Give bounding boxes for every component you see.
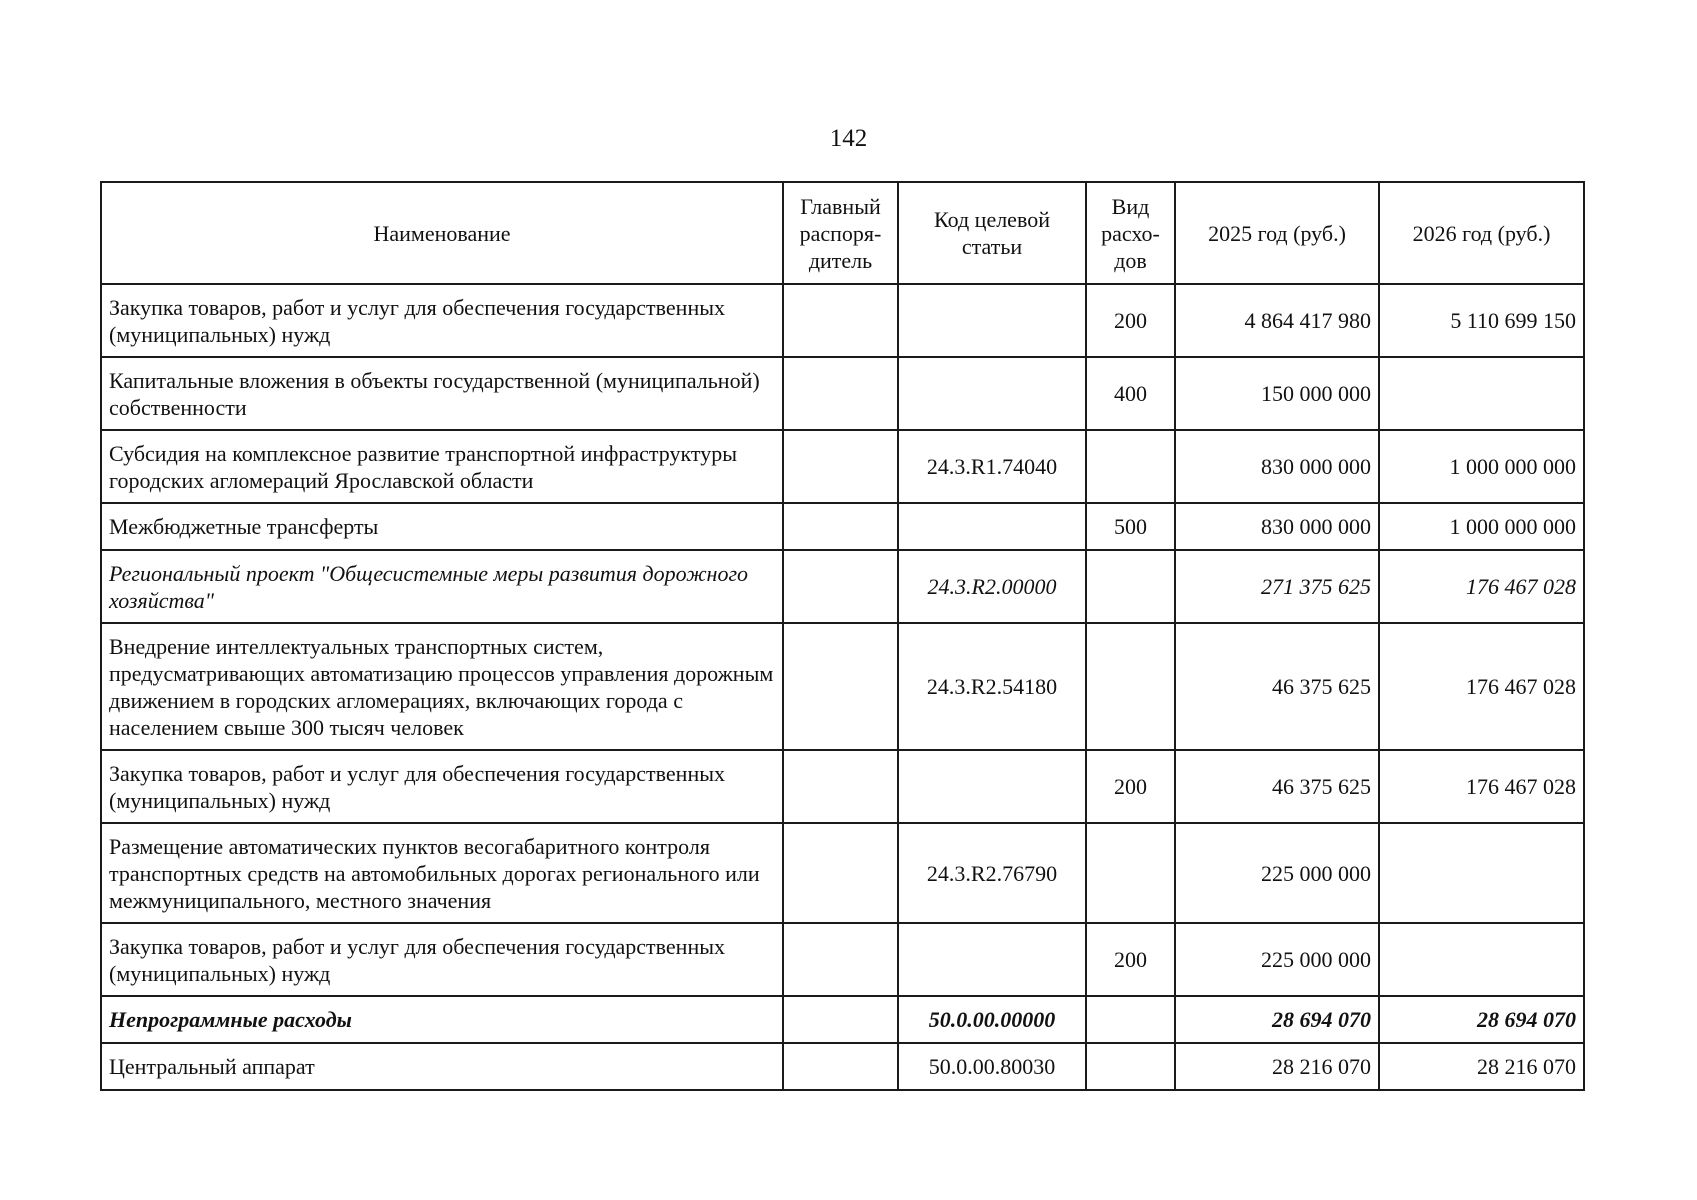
page-number: 142 [829,125,868,152]
cell-2026 [1379,357,1584,430]
cell-name: Закупка товаров, работ и услуг для обеспечения государственных (муниципальных) нужд [101,923,783,996]
cell-admin [783,284,898,357]
header-admin: Главный распоря-дитель [783,182,898,284]
cell-2025: 225 000 000 [1175,923,1379,996]
cell-type: 200 [1086,923,1175,996]
cell-2025: 225 000 000 [1175,823,1379,923]
cell-name: Центральный аппарат [101,1043,783,1090]
cell-2025: 271 375 625 [1175,550,1379,623]
table-row [101,996,1584,1043]
cell-type [1086,623,1175,750]
cell-type [1086,430,1175,503]
table-row [101,503,1584,550]
cell-2025: 830 000 000 [1175,503,1379,550]
cell-name: Внедрение интеллектуальных транспортных систем, предусматривающих автоматизацию процессов управления дорожным движением в городских агломерациях, включающих города с населением свыше 300 тысяч человек [101,623,783,750]
budget-table [100,181,1585,1091]
cell-code [898,284,1086,357]
table-row [101,357,1584,430]
table-row [101,550,1584,623]
cell-admin [783,923,898,996]
cell-name: Закупка товаров, работ и услуг для обеспечения государственных (муниципальных) нужд [101,284,783,357]
cell-name: Непрограммные расходы [101,996,783,1043]
cell-2025: 830 000 000 [1175,430,1379,503]
cell-2026: 1 000 000 000 [1379,503,1584,550]
cell-admin [783,503,898,550]
cell-admin [783,996,898,1043]
cell-admin [783,550,898,623]
cell-name: Субсидия на комплексное развитие транспортной инфраструктуры городских агломераций Ярославской области [101,430,783,503]
cell-2026: 28 216 070 [1379,1043,1584,1090]
cell-name: Размещение автоматических пунктов весогабаритного контроля транспортных средств на автомобильных дорогах регионального или межмуниципального, местного значения [101,823,783,923]
cell-type [1086,1043,1175,1090]
cell-name: Межбюджетные трансферты [101,503,783,550]
cell-2026: 176 467 028 [1379,750,1584,823]
cell-code [898,750,1086,823]
cell-code: 24.3.R2.54180 [898,623,1086,750]
cell-admin [783,750,898,823]
cell-name: Капитальные вложения в объекты государственной (муниципальной) собственности [101,357,783,430]
cell-code [898,357,1086,430]
cell-code: 24.3.R2.00000 [898,550,1086,623]
cell-type: 500 [1086,503,1175,550]
cell-2026: 5 110 699 150 [1379,284,1584,357]
cell-type: 400 [1086,357,1175,430]
cell-name: Региональный проект "Общесистемные меры развития дорожного хозяйства" [101,550,783,623]
cell-admin [783,823,898,923]
cell-type: 200 [1086,750,1175,823]
table-row [101,923,1584,996]
cell-2025: 46 375 625 [1175,750,1379,823]
cell-type [1086,996,1175,1043]
table-row [101,623,1584,750]
cell-2025: 28 216 070 [1175,1043,1379,1090]
cell-code: 50.0.00.00000 [898,996,1086,1043]
header-2026: 2026 год (руб.) [1379,182,1584,284]
cell-2026 [1379,823,1584,923]
table-header-row [101,182,1584,284]
cell-admin [783,357,898,430]
table-row [101,823,1584,923]
cell-2026: 1 000 000 000 [1379,430,1584,503]
table-row [101,750,1584,823]
cell-2025: 4 864 417 980 [1175,284,1379,357]
cell-type [1086,550,1175,623]
cell-2025: 46 375 625 [1175,623,1379,750]
cell-admin [783,623,898,750]
cell-2026: 28 694 070 [1379,996,1584,1043]
table-row [101,284,1584,357]
cell-name: Закупка товаров, работ и услуг для обеспечения государственных (муниципальных) нужд [101,750,783,823]
cell-code: 24.3.R2.76790 [898,823,1086,923]
cell-code [898,923,1086,996]
cell-admin [783,430,898,503]
cell-type [1086,823,1175,923]
cell-code [898,503,1086,550]
header-name: Наименование [101,182,783,284]
cell-2026 [1379,923,1584,996]
cell-code: 50.0.00.80030 [898,1043,1086,1090]
header-type: Вид расхо-дов [1086,182,1175,284]
cell-admin [783,1043,898,1090]
cell-code: 24.3.R1.74040 [898,430,1086,503]
cell-type: 200 [1086,284,1175,357]
cell-2025: 150 000 000 [1175,357,1379,430]
header-2025: 2025 год (руб.) [1175,182,1379,284]
table-row [101,430,1584,503]
table-row [101,1043,1584,1090]
cell-2026: 176 467 028 [1379,550,1584,623]
header-code: Код целевой статьи [898,182,1086,284]
cell-2026: 176 467 028 [1379,623,1584,750]
cell-2025: 28 694 070 [1175,996,1379,1043]
